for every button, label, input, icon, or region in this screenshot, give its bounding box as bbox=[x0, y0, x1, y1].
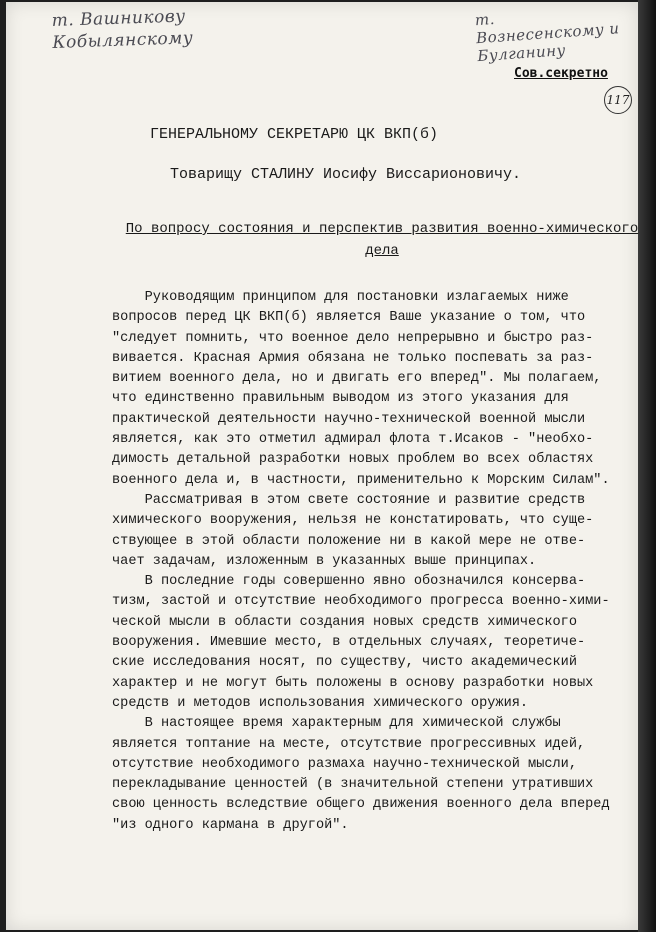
body-line: чает задачам, изложенным в указанных выше принципах. bbox=[112, 553, 537, 569]
addressee-block bbox=[150, 126, 580, 206]
body-line: ские исследования носят, по существу, чисто академический bbox=[112, 655, 577, 671]
body-line: вивается. Красная Армия обязана не только поспевать за раз- bbox=[112, 350, 594, 366]
addressee-name: Товарищу СТАЛИНУ Иосифу Виссарионовичу. bbox=[170, 166, 522, 183]
body-line: отсутствие необходимого размаха научно-технической мысли, bbox=[112, 756, 577, 772]
body-line: является, как это отметил адмирал флота т.Исаков - "необхо- bbox=[112, 432, 594, 448]
body-line: что единственно правильным выводом из этого указания для bbox=[112, 391, 569, 407]
body-line: "следует помнить, что военное дело непрерывно и быстро раз- bbox=[112, 330, 594, 346]
body-line: военного дела и, в частности, применительно к Морским Силам". bbox=[112, 472, 610, 488]
body-line: "из одного кармана в другой". bbox=[112, 817, 349, 833]
classification-stamp: Сов.секретно bbox=[514, 66, 608, 81]
body-line: ствующее в этой области положение ни в какой мере не отве- bbox=[112, 533, 586, 549]
body-line: является топтание на месте, отсутствие прогрессивных идей, bbox=[112, 736, 586, 752]
body-line: витием военного дела, но и двигать его вперед". Мы полагаем, bbox=[112, 371, 602, 387]
page-number: 117 bbox=[604, 86, 632, 114]
body-line: характер и не могут быть положены в основу разработки новых bbox=[112, 675, 594, 691]
handwritten-note-left: т. Вашникову Кобылянскому bbox=[51, 6, 194, 54]
body-line: тизм, застой и отсутствие необходимого прогресса военно-хими- bbox=[112, 594, 610, 610]
body-line: средств и методов использования химического оружия. bbox=[112, 695, 529, 711]
body-line: димость детальной разработки новых проблем во всех областях bbox=[112, 452, 594, 468]
addressee-title: ГЕНЕРАЛЬНОМУ СЕКРЕТАРЮ ЦК ВКП(б) bbox=[150, 126, 439, 143]
body-line: перекладывание ценностей (в значительной степени утративших bbox=[112, 777, 594, 793]
body-line: В настоящее время характерным для химической службы bbox=[112, 716, 561, 732]
body-line: практической деятельности научно-технической военной мысли bbox=[112, 411, 586, 427]
body-line: химического вооружения, нельзя не констатировать, что суще- bbox=[112, 513, 594, 529]
subject-line-1: По вопросу состояния и перспектив развития военно-химического bbox=[125, 221, 639, 237]
body-line: В последние годы совершенно явно обозначился консерва- bbox=[112, 574, 586, 590]
body-line: ческой мысли в области создания новых средств химического bbox=[112, 614, 577, 630]
body-text bbox=[112, 288, 646, 836]
body-line: вопросов перед ЦК ВКП(б) является Ваше указание о том, что bbox=[112, 310, 586, 326]
subject-line-2: дела bbox=[365, 243, 399, 259]
body-line: Рассматривая в этом свете состояние и развитие средств bbox=[112, 492, 586, 508]
body-line: свою ценность вследствие общего движения военного дела вперед bbox=[112, 797, 610, 813]
body-line: Руководящим принципом для постановки излагаемых ниже bbox=[112, 290, 569, 305]
subject-heading bbox=[112, 218, 652, 262]
handwritten-note-right: т. Вознесенскому и Булганину bbox=[474, 9, 621, 66]
body-line: вооружения. Имевшие место, в отдельных случаях, теоретиче- bbox=[112, 635, 586, 651]
